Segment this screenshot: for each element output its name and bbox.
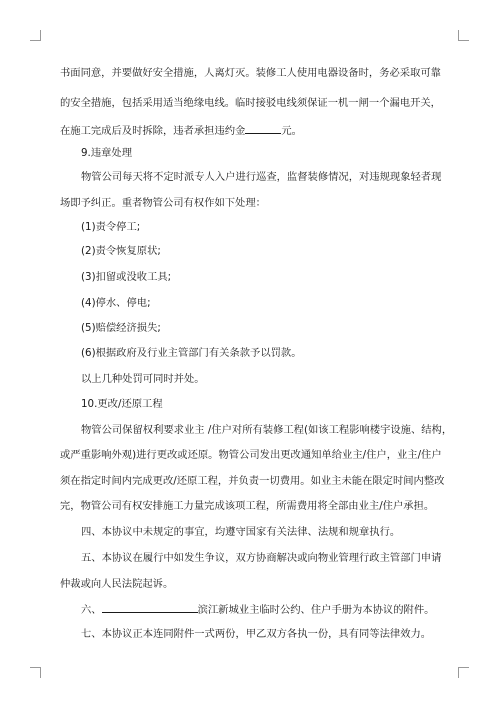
text-line: 物管公司每天将不定时派专人入户进行巡查，监督装修情况，对违规现象轻者现 (81, 171, 442, 183)
text-line: 书面同意，并要做好安全措施，人离灯灭。装修工人使用电器设备时，务必采取可靠 (60, 67, 441, 79)
list-item: (6)根据政府及行业主管部门有关条款予以罚款。 (81, 347, 302, 359)
crop-mark-bottom-right (458, 667, 469, 678)
text-line: 四、本协议中未规定的事宜，均遵守国家有关法律、法规和规章执行。 (81, 526, 401, 538)
text-line: 以上几种处罚可同时并处。 (81, 373, 205, 385)
text-line: 须在指定时间内完成更改/还原工程，并负责一切费用。如业主未能在限定时间内整改 (60, 475, 445, 487)
blank-amount (245, 123, 281, 134)
crop-mark-top-right (458, 30, 469, 41)
list-item: (4)停水、停电; (81, 297, 151, 309)
crop-mark-bottom-left (30, 667, 41, 678)
text-line: 的安全措施，包括采用适当绝缘电线。临时接驳电线须保证一机一闸一个漏电开关， (60, 97, 441, 109)
text-line: 物管公司保留权利要求业主 /住户对所有装修工程(如该工程影响楼宇设施、结构， (81, 424, 453, 436)
text-line: 或严重影响外观)进行更改或还原。物管公司发出更改通知单给业主/住户，业主/住户 (60, 449, 442, 461)
text-line: 六、 滨江新城业主临时公约、住户手册为本协议的附件。 (81, 604, 435, 616)
list-item: (5)赔偿经济损失; (81, 322, 161, 334)
text-line: 在施工完成后及时拆除，违者承担违约金 元。 (60, 125, 302, 137)
list-item: (2)责令恢复原状; (81, 245, 161, 257)
section-heading: 9.违章处理 (81, 147, 133, 159)
text-line: 完，物管公司有权安排施工力量完成该项工程，所需费用将全部由业主/住户承担。 (60, 500, 435, 512)
crop-mark-top-left (30, 30, 41, 41)
text-line: 七、本协议正本连同附件一式两份，甲乙双方各执一份，具有同等法律效力。 (81, 628, 432, 640)
text-line: 场即予纠正。重者物管公司有权作如下处理： (60, 197, 266, 209)
blank-field (102, 602, 198, 613)
list-item: (3)扣留或没收工具; (81, 271, 172, 283)
text-line: 仲裁或向人民法院起诉。 (60, 578, 174, 590)
section-heading: 10.更改/还原工程 (81, 398, 163, 410)
list-item: (1)责令停工; (81, 221, 141, 233)
text-line: 五、本协议在履行中如发生争议，双方协商解决或向物业管理行政主管部门申请 (81, 552, 442, 564)
